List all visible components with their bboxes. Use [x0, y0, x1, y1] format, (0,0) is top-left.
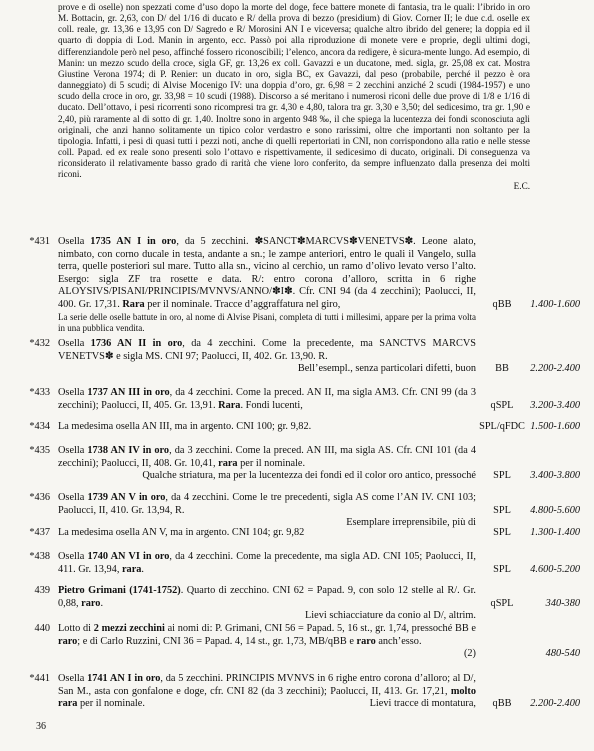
lot-description: La medesima osella AN III, ma in argento. CNI 100; gr. 9,82. — [58, 421, 312, 432]
lot-grade: qSPL — [490, 598, 514, 609]
lot-estimate: 340-380 — [545, 598, 580, 609]
lot-estimate: 1.300-1.400 — [530, 527, 580, 538]
intro-paragraph — [58, 2, 530, 192]
lot-grade: SPL — [493, 470, 511, 481]
lot-number: *436 — [29, 492, 50, 503]
lot-number: *432 — [29, 338, 50, 349]
lot-description: Osella 1735 AN I in oro, da 5 zecchini. ✽SANCT✽MARCVS✽VENETVS✽. Leone alato, nimbato, con corno ducale in testa, andante a sn.; le zampe anteriori, entro le quali il Vangelo, sulla terra, quelle posteriori sul mare. Tutto alla sn., vicino al cerchio, un ramo d’olivo levato verso l’alto. Esergo: sigla ZF tra rosette e data. R/: entro corona d’alloro, scritta in 6 righe ALOYSIVS/PISANI/PRINCIPIS/MVNVS/ANNO/✽I✽. Cfr. CNI 94 (da 4 zecchini); Paolucci, II, 400. Gr. 17,31. Rara per il nominale. Tracce d’aggraffatura nel giro, La serie delle oselle battute in oro, al nome di Alvise Pisani, completa di tutti i millesimi, appare per la prima volta in una pubblica vendita. — [58, 236, 476, 333]
page-number: 36 — [36, 721, 46, 732]
lot-estimate: 2.200-2.400 — [530, 698, 580, 709]
lot-estimate: 4.800-5.600 — [530, 505, 580, 516]
lot-estimate: 4.600-5.200 — [530, 564, 580, 575]
lot-number: *437 — [29, 527, 50, 538]
lot-grade: qBB — [492, 299, 512, 310]
lot-description: La medesima osella AN V, ma in argento. CNI 104; gr. 9,82 — [58, 527, 305, 538]
lot-estimate: 2.200-2.400 — [530, 363, 580, 374]
lot-description: Osella 1739 AN V in oro, da 4 zecchini. Come le tre precedenti, sigla AS come l’AN IV. CNI 103; Paolucci, II, 410. Gr. 13,94, R. Esemplare irreprensibile, più di — [58, 492, 476, 529]
author-initials: E.C. — [513, 180, 530, 191]
lot-number: 440 — [34, 623, 50, 634]
lot-grade: BB — [495, 363, 509, 374]
lot-number: *438 — [29, 551, 50, 562]
lot-description: Osella 1738 AN IV in oro, da 3 zecchini. Come la preced. AN III, ma sigla AS. Cfr. CNI 101 (da 4 zecchini); Paolucci, II, 408. Gr. 10,41, rara per il nominale. Qualche striatura, ma per la lucentezza dei fondi ed il color oro antico, pressoché — [58, 445, 476, 482]
lot-estimate: 3.400-3.800 — [530, 470, 580, 481]
lot-grade: qBB — [492, 698, 512, 709]
lot-grade: SPL/qFDC — [479, 421, 525, 432]
lot-estimate: 1.500-1.600 — [530, 421, 580, 432]
lot-description: Osella 1736 AN II in oro, da 4 zecchini. Come la precedente, ma SANCTVS MARCVS VENETVS✽ e sigla MS. CNI 97; Paolucci, II, 402. Gr. 13,90. R. Bell’esempl., senza particolari difetti, buon — [58, 338, 476, 375]
lot-estimate: 480-540 — [545, 648, 580, 659]
lot-description: Osella 1740 AN VI in oro, da 4 zecchini. Come la precedente, ma sigla AD. CNI 105; Paolucci, II, 411. Gr. 13,94, rara. — [58, 551, 476, 575]
lot-description: Osella 1741 AN I in oro, da 5 zecchini. PRINCIPIS MVNVS in 6 righe entro corona d’alloro; al D/, San M., asta con gonfalone e doge, cfr. CNI 82 (da 3 zecchini); Paolucci, II, 413. Gr. 17,21, molto rara per il nominale. Lievi tracce di montatura, — [58, 673, 476, 710]
lot-estimate: 3.200-3.400 — [530, 400, 580, 411]
lot-grade: SPL — [493, 527, 511, 538]
lot-grade: qSPL — [490, 400, 514, 411]
lot-description: Pietro Grimani (1741-1752). Quarto di zecchino. CNI 62 = Papad. 9, con solo 12 stelle al R/. Gr. 0,88, raro. Lievi schiacciature da conio al D/, altrim. — [58, 585, 476, 622]
lot-number: 439 — [34, 585, 50, 596]
lot-description: Lotto di 2 mezzi zecchini ai nomi di: P. Grimani, CNI 56 = Papad. 5, 16 st., gr. 1,74, pressoché BB e raro; e di Carlo Ruzzini, CNI 36 = Papad. 4, 14 st., gr. 1,73, MB/qBB e raro anch’esso. (2) — [58, 623, 476, 660]
lot-description: Osella 1737 AN III in oro, da 4 zecchini. Come la preced. AN II, ma sigla AM3. Cfr. CNI 99 (da 3 zecchini); Paolucci, II, 405. Gr. 13,91. Rara. Fondi lucenti, — [58, 387, 476, 411]
lot-number: *433 — [29, 387, 50, 398]
lot-number: *435 — [29, 445, 50, 456]
lot-grade: SPL — [493, 505, 511, 516]
lot-grade: SPL — [493, 564, 511, 575]
lot-number: *434 — [29, 421, 50, 432]
lot-number: *431 — [29, 236, 50, 247]
lot-estimate: 1.400-1.600 — [530, 299, 580, 310]
intro-text: prove e di oselle) non spezzati come d’uso dopo la morte del doge, fece battere monete di fantasia, tra le quali: l’ibrido in oro M. Bottacin, gr. 2,63, con D/ del 1/16 di ducato e R/ della prova di bezzo (presidium) di Giov. Corner II; le due c.d. oselle ex coll. reale, gr. 13,36 e 13,95 con D/ Sagredo e R/ Morosini AN I e viceversa; qualche altro ibrido del genere; la doppia ed il quarto di doppia di Lod. Manin in argento, ecc. Passò poi alla riproduzione di monete vere e proprie, degli ultimi dogi, differenziandole però nel peso, affinché fossero riconoscibili; l’elenco, ancora da redigere, è sicura-mente lungo. Ad esempio, di Manin: un mezzo scudo della croce, sigla GF, gr. 13,26 ex coll. Gavazzi e un ducatone, med. sigla, gr. 25,08 ex cat. Mostra Giustine Verona 1974; di P. Renier: un ducato in oro, sigla BC, ex Gavazzi, dal peso (probabile, perché il pezzo è ora danneggiato) di 5 scudi; di Alvise Mocenigo IV: una doppia d’oro, gr. 6,98 = 2 zecchini anziché 2 scudi (1984-1957) e uno scudo della croce in oro, gr. 33,98 = 10 scudi (1988). Discorso a sé meritano i numerosi riconi delle due prove di 1/8 e 1/16 di ducato. Dell’ottavo, i pesi ricorrenti sono ricompresi tra gr. 4,30 e 4,80, talora tra gr. 3,30 e 3,50; del sedicesimo, tra gr. 1,90 e 2,40, più raramente al di sotto di gr. 1,40. Inoltre sono in argento 948 ‰, il che spiega la lucentezza dei fondi sconosciuta agli originali, che anzi hanno solitamente un tipico color verdastro e sono rarissimi, oltre che importanti non soltanto per la tipologia. Infatti, i pesi di quasi tutti i pezzi noti, anche di quelli repertoriati in CNI, non corrispondono alla ratio e nelle stesse coll. Papad. ed ex reale sono presenti solo l’ottavo e rispettivamente, il sedicesimo di ducato, originali. Di conseguenza va riconsiderato il relativamente basso grado di rarità che viene loro conferito, da sempre influenzato dalla presenza dei molti riconi. — [58, 2, 530, 180]
lot-number: *441 — [29, 673, 50, 684]
lot-note: La serie delle oselle battute in oro, al nome di Alvise Pisani, completa di tutti i millesimi, appare per la prima volta in una pubblica vendita. — [58, 311, 476, 333]
